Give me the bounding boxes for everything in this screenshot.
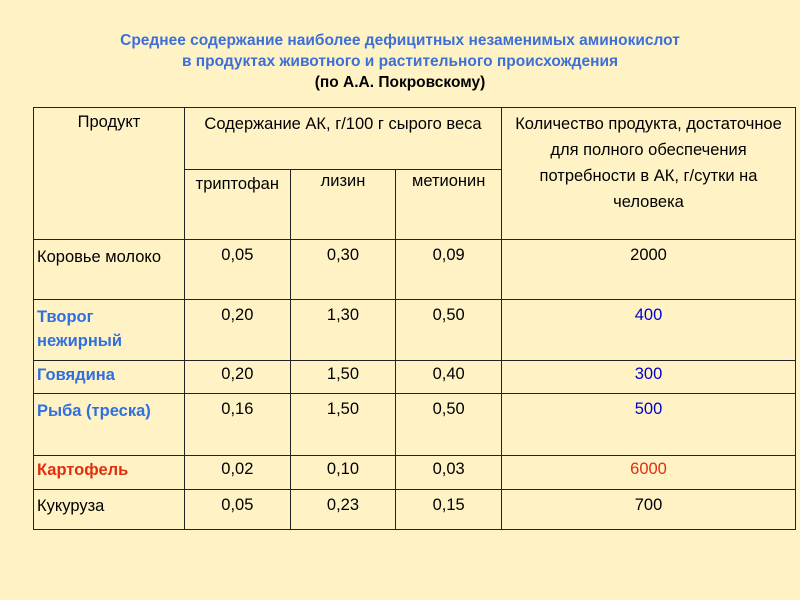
table-row bbox=[34, 300, 796, 361]
row-tryptophan: 0,02 bbox=[185, 456, 291, 490]
header-product: Продукт bbox=[34, 108, 185, 240]
row-tryptophan: 0,05 bbox=[185, 490, 291, 530]
row-tryptophan: 0,16 bbox=[185, 394, 291, 456]
row-tryptophan: 0,05 bbox=[185, 240, 291, 300]
header-content: Содержание АК, г/100 г сырого веса bbox=[185, 108, 502, 170]
row-lysine: 0,23 bbox=[290, 490, 396, 530]
title-line-1: Среднее содержание наиболее дефицитных незаменимых аминокислот bbox=[120, 32, 680, 49]
row-amount: 500 bbox=[502, 394, 796, 456]
row-methionine: 0,40 bbox=[396, 361, 502, 394]
row-amount: 2000 bbox=[502, 240, 796, 300]
table-row bbox=[34, 361, 796, 394]
row-methionine: 0,50 bbox=[396, 394, 502, 456]
row-product: Рыба (треска) bbox=[34, 394, 185, 456]
row-methionine: 0,50 bbox=[396, 300, 502, 361]
header-amount: Количество продукта, достаточное для полного обеспечения потребности в АК, г/сутки на человека bbox=[502, 108, 796, 240]
row-product: Творог нежирный bbox=[34, 300, 185, 361]
table-row bbox=[34, 456, 796, 490]
header-methionine: метионин bbox=[396, 170, 502, 240]
title-line-2: в продуктах животного и растительного происхождения bbox=[181, 53, 619, 70]
row-amount: 6000 bbox=[502, 456, 796, 490]
row-product: Кукуруза bbox=[34, 490, 185, 530]
row-lysine: 0,30 bbox=[290, 240, 396, 300]
row-methionine: 0,15 bbox=[396, 490, 502, 530]
row-methionine: 0,09 bbox=[396, 240, 502, 300]
table-row bbox=[34, 490, 796, 530]
row-lysine: 1,50 bbox=[290, 394, 396, 456]
row-methionine: 0,03 bbox=[396, 456, 502, 490]
table-row bbox=[34, 240, 796, 300]
header-lysine: лизин bbox=[290, 170, 396, 240]
row-lysine: 1,50 bbox=[290, 361, 396, 394]
row-amount: 400 bbox=[502, 300, 796, 361]
page-title bbox=[0, 30, 800, 93]
row-product: Говядина bbox=[34, 361, 185, 394]
title-line-3: (по А.А. Покровскому) bbox=[314, 74, 486, 91]
row-product: Коровье молоко bbox=[34, 240, 185, 300]
row-lysine: 0,10 bbox=[290, 456, 396, 490]
row-amount: 300 bbox=[502, 361, 796, 394]
row-tryptophan: 0,20 bbox=[185, 300, 291, 361]
table-row bbox=[34, 394, 796, 456]
row-product: Картофель bbox=[34, 456, 185, 490]
amino-acid-table bbox=[33, 107, 796, 530]
header-tryptophan: триптофан bbox=[185, 170, 291, 240]
row-lysine: 1,30 bbox=[290, 300, 396, 361]
row-amount: 700 bbox=[502, 490, 796, 530]
row-tryptophan: 0,20 bbox=[185, 361, 291, 394]
